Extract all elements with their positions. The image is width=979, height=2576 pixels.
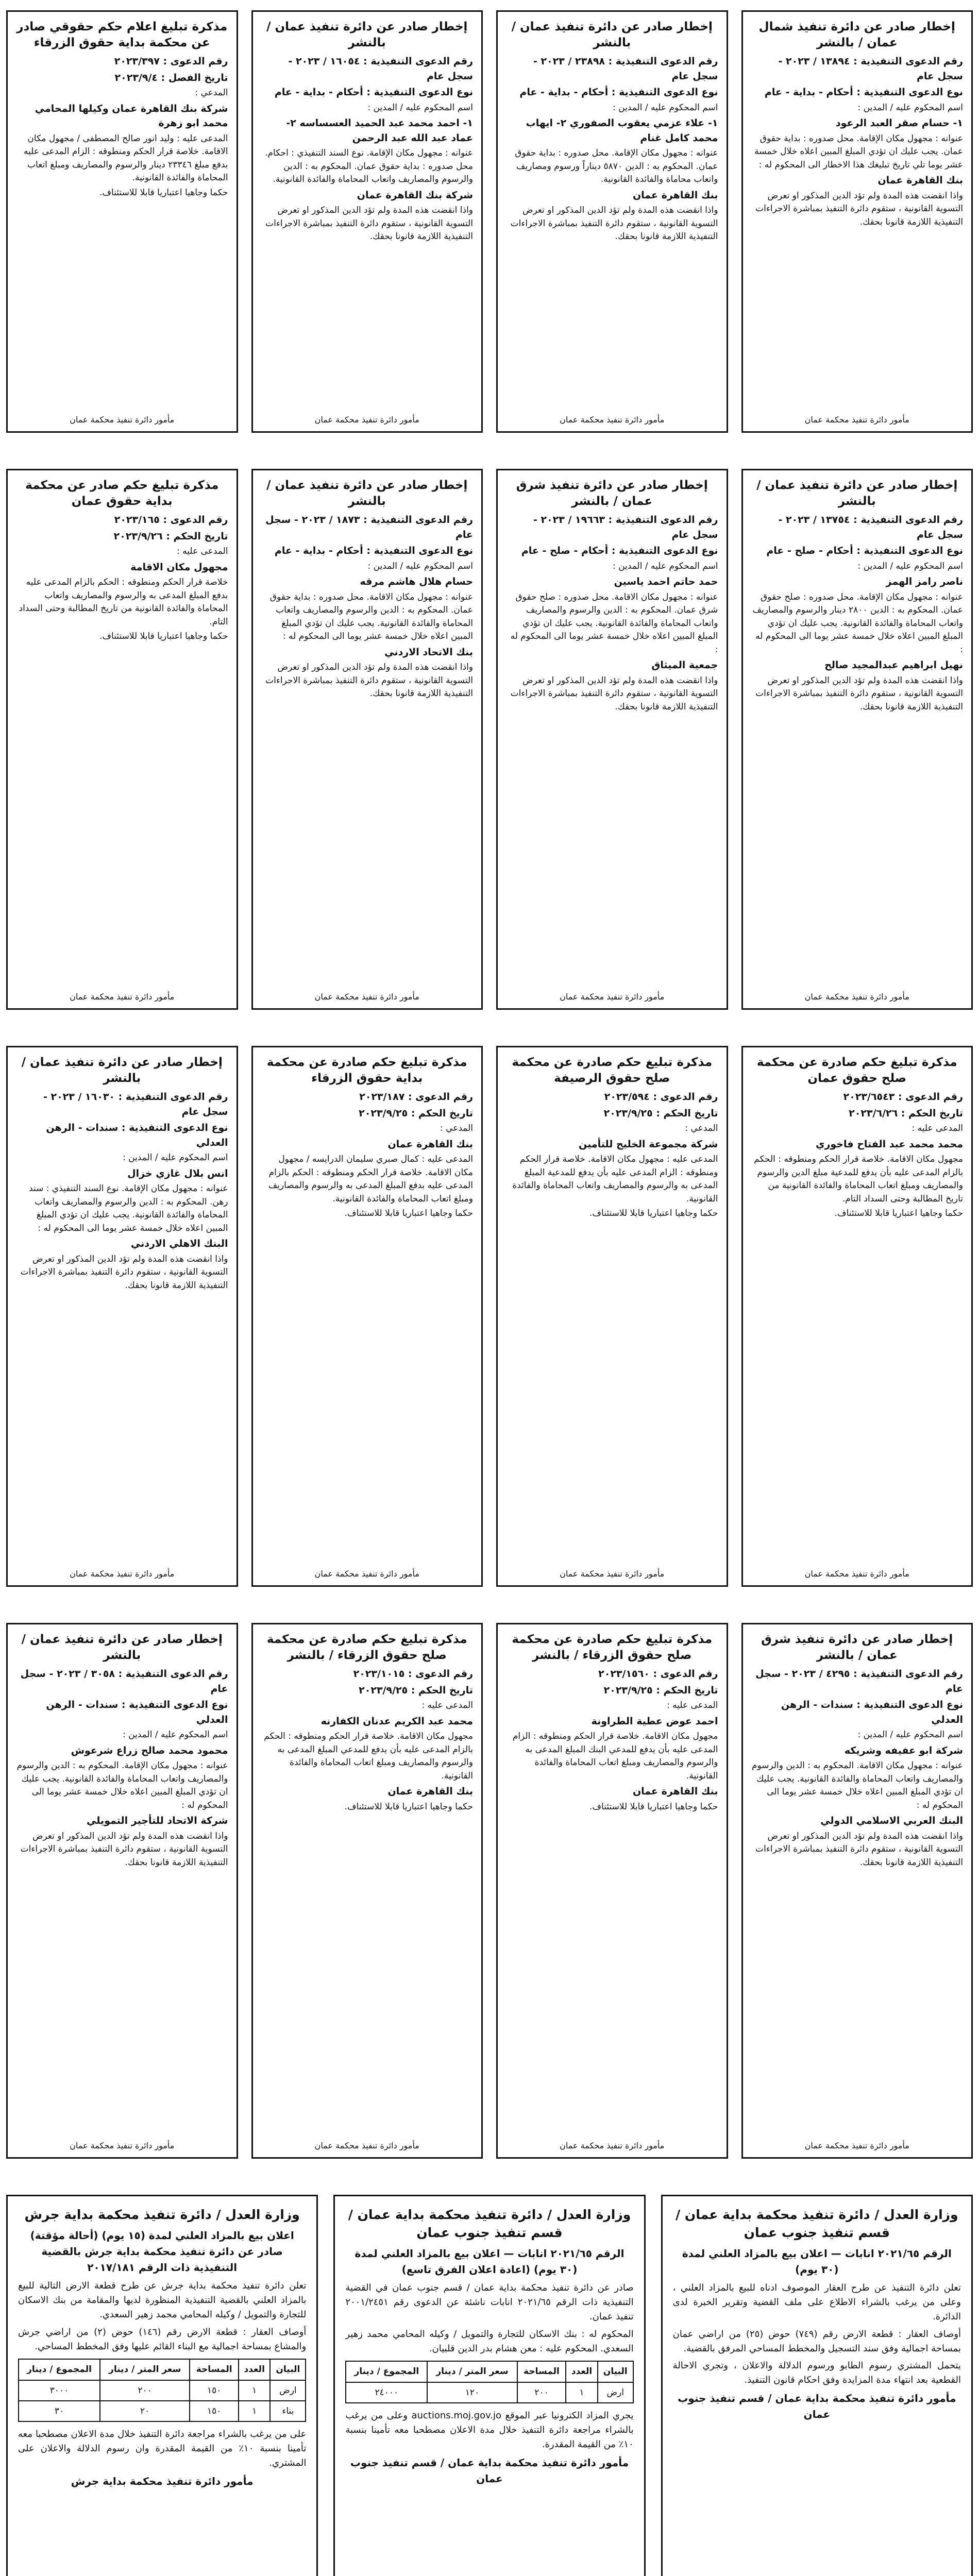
notice-body: عنوانه : مجهول مكان الإقامة. نوع السند التنفيذي : سند رهن. المحكوم به : الدين والرسوم والمصاريف واتعاب المحاماة والفائدة القانونية. يجب عليك ان تؤدي المبلغ المبين اعلاه خلال خمسة عشر يوما الى المحكوم له : — [29, 1183, 228, 1233]
auction-notice — [6, 2195, 318, 2576]
notice-signature: مأمور دائرة تنفيذ محكمة عمان — [314, 2141, 419, 2150]
notice-body: عنوانه : مجهول مكان الإقامة. المحكوم به : الدين والرسوم والمصاريف واتعاب المحاماة والفائدة القانونية. يجب عليك ان تؤدي المبلغ المبين اعلاه خلال خمسة عشر يوما الى المحكوم له : — [16, 1760, 228, 1810]
case-type: نوع الدعوى التنفيذية : أحكام - بداية - عام — [274, 545, 473, 557]
notices-row-1 — [6, 10, 973, 433]
notice-card — [6, 469, 238, 1010]
notice-title: إخطار صادر عن دائرة تنفيذ شمال عمان / بالنشر — [758, 20, 955, 50]
notice-title: إخطار صادر عن دائرة تنفيذ عمان / بالنشر — [511, 20, 713, 50]
table-cell: ٣٠ — [19, 2401, 100, 2421]
case-type: تاريخ الحكم : ٢٠٢٣/٦/٢٦ — [849, 1107, 963, 1119]
notice-signature: مأمور دائرة تنفيذ محكمة عمان — [560, 992, 665, 1002]
creditor-name: بنك الاتحاد الاردني — [384, 646, 473, 658]
table-row — [19, 2401, 306, 2421]
table-header-cell: المساحة — [517, 2361, 566, 2382]
notice-body: عنوانه : مجهول مكان الإقامة. محل صدوره : صلح حقوق عمان. المحكوم به : الدين ٢٨٠٠ دينار والرسوم والمصاريف واتعاب المحاماة والفائدة القانونية. يجب عليك ان تؤدي المبلغ المبين اعلاه خلال خمسة عشر يوما الى المحكوم له : — [752, 591, 963, 655]
case-type: نوع الدعوى التنفيذية : أحكام - بداية - عام — [519, 87, 718, 98]
debtor-label: اسم المحكوم عليه / المدين : — [123, 1730, 228, 1740]
auction-paragraph: على من يرغب بالشراء مراجعة دائرة التنفيذ خلال مدة الاعلان مصطحبا معه تأمينا بنسبة ١٠٪ من القيمة المقدرة وان رسوم الدلالة والاعلان على المشتري. — [18, 2429, 307, 2469]
case-number: رقم الدعوى : ٢٠٢٣/١٠١٥ — [353, 1668, 473, 1680]
debtor-label: المدعي : — [195, 88, 228, 98]
debtor-name: ١- علاء عزمي يعقوب الصفوري ٢- ايهاب محمد كامل غنام — [526, 117, 718, 144]
table-row — [346, 2382, 633, 2403]
case-type: تاريخ الحكم : ٢٠٢٣/٩/٢٥ — [359, 1684, 473, 1696]
case-type: نوع الدعوى التنفيذية : أحكام - بداية - عام — [274, 87, 473, 98]
creditor-name: بنك القاهرة عمان — [632, 189, 718, 201]
notice-tail: واذا انقضت هذه المدة ولم تؤد الدين المذكور او تعرض التسوية القانونية ، ستقوم دائرة التنفيذ بمباشرة الاجراءات التنفيذية اللازمة قانونا بحقك. — [510, 675, 718, 712]
debtor-label: المدعى عليه : — [176, 546, 228, 557]
notice-title: إخطار صادر عن دائرة تنفيذ شرق عمان / بالنشر — [516, 479, 708, 509]
auction-paragraph: صادر عن دائرة تنفيذ محكمة بداية عمان / قسم جنوب عمان في القضية التنفيذية ذات الرقم ٢٠٢١/٦٥ انابات ناشئة عن الدعوى رقم ٢٠٠١/٢٤٥١ تنفيذ عمان. — [345, 2282, 634, 2322]
table-header-cell: البيان — [598, 2361, 633, 2382]
notice-title: مذكرة تبليغ اعلام حكم حقوقي صادر عن محكمة بداية حقوق الزرقاء — [16, 20, 228, 50]
case-number: رقم الدعوى : ٢٠٢٣/٥٩٤ — [604, 1091, 718, 1103]
auction-notices-row — [6, 2195, 973, 2576]
notice-card — [6, 10, 238, 433]
notice-title: إخطار صادر عن دائرة تنفيذ عمان / بالنشر — [266, 479, 468, 509]
debtor-name: ١- احمد محمد عبد الحميد العسساسه ٢- عماد عبد الله عبد الرحمن — [286, 117, 473, 144]
notice-card — [496, 10, 728, 433]
case-number: رقم الدعوى التنفيذية : ١٨٧٣ / ٢٠٢٣ - سجل عام — [265, 514, 473, 540]
case-number: رقم الدعوى : ٢٠٢٣/٣٩٧ — [114, 56, 228, 67]
auction-subtitle: الرقم ٢٠٢١/٦٥ انابات — اعلان بيع بالمزاد العلني لمدة (٣٠ يوم) (اعادة اعلان الفرق تاسع) — [355, 2247, 624, 2276]
table-cell: ارض — [598, 2382, 633, 2403]
table-header-cell: المجموع / دينار — [346, 2361, 427, 2382]
auction-paragraph: أوصاف العقار : قطعة الارض رقم (١٤٦) حوض (٢) من اراضي جرش والمشاع بمساحة اجمالية مع البناء القائم عليها وفق المخطط المساحي. — [18, 2326, 307, 2352]
debtor-name: محمد عبد الكريم عدنان الكفارنه — [320, 1715, 473, 1727]
valuation-table — [345, 2361, 633, 2403]
notice-body: مجهول مكان الاقامة. خلاصة قرار الحكم ومنطوقه : الزام المدعى عليه بأن يدفع للمدعي البنك المبلغ المدعى به والرسوم والمصاريف ومبلغ اتعاب المحاماة والفائدة القانونية. — [512, 1731, 718, 1781]
notice-tail: حكما وجاهيا اعتباريا قابلا للاستئناف. — [589, 1208, 718, 1219]
case-type: تاريخ الفصل : ٢٠٢٣/٩/٤ — [114, 72, 228, 83]
notice-body: المدعى عليه : مجهول مكان الاقامة. خلاصة قرار الحكم ومنطوقه : الزام المدعى عليه بأن يدفع للمدعية المبلغ المدعى به والرسوم والمصاريف واتعاب المحاماة والفائدة القانونية. — [512, 1154, 718, 1204]
case-number: رقم الدعوى : ٢٠٢٣/٦٥٤٣ — [843, 1091, 963, 1103]
notice-body: المدعى عليه : كمال صبري سليمان الدرايسه / مجهول مكان الاقامة. خلاصة قرار الحكم ومنطوقه : الحكم بالزام المدعى عليه بدفع المبلغ المدعى به والرسوم والمصاريف ومبلغ اتعاب المحاماة والفائدة القانونية. — [268, 1154, 473, 1204]
table-cell: ارض — [270, 2380, 306, 2401]
notice-tail: حكما وجاهيا اعتباريا قابلا للاستئناف. — [99, 631, 228, 642]
notice-title: إخطار صادر عن دائرة تنفيذ شرق عمان / بالنشر — [761, 1633, 953, 1663]
notice-title: مذكرة تبليغ حكم صادرة عن محكمة صلح حقوق الزرقاء / بالنشر — [266, 1633, 467, 1663]
debtor-name: محمد محمد عبد الفتاح فاخوري — [816, 1138, 963, 1150]
case-number: رقم الدعوى التنفيذية : ١٣٨٩٤ / ٢٠٢٣ - سجل عام — [778, 56, 963, 82]
debtor-name: ١- حسام صقر العبد الرعود — [835, 117, 963, 129]
notice-title: إخطار صادر عن دائرة تنفيذ عمان / بالنشر — [21, 1633, 223, 1663]
case-type: نوع الدعوى التنفيذية : أحكام - صلح - عام — [766, 545, 963, 557]
notice-title: مذكرة تبليغ حكم صادرة عن محكمة بداية حقوق الزرقاء — [266, 1056, 467, 1086]
creditor-name: البنك الاهلي الاردني — [130, 1238, 228, 1250]
creditor-name: شركة الاتحاد للتأجير التمويلي — [86, 1815, 228, 1827]
notice-body: عنوانه : مجهول مكان الاقامة. محل صدوره : بداية حقوق عمان. المحكوم به : الدين والرسوم والمصاريف واتعاب المحاماة والفائدة القانونية. يجب عليك ان تؤدي المبلغ المبين اعلاه خلال خمسة عشر يوما الى المحكوم له : — [269, 591, 473, 642]
case-number: رقم الدعوى : ٢٠٢٣/١٥٦٠ — [598, 1668, 718, 1680]
table-cell: ١ — [239, 2401, 270, 2421]
creditor-name: نهيل ابراهيم عبدالمجيد صالح — [824, 659, 963, 671]
auction-title: وزارة العدل / دائرة تنفيذ محكمة بداية عمان / قسم تنفيذ جنوب عمان — [348, 2207, 631, 2240]
case-number: رقم الدعوى : ٢٠٢٣/١٨٧ — [359, 1091, 473, 1103]
table-header-cell: البيان — [270, 2359, 306, 2380]
table-header-cell: المساحة — [190, 2359, 239, 2380]
auction-title: وزارة العدل / دائرة تنفيذ محكمة بداية عمان / قسم تنفيذ جنوب عمان — [676, 2207, 958, 2240]
notice-tail: حكما وجاهيا اعتباريا قابلا للاستئناف. — [834, 1208, 963, 1219]
notice-tail: واذا انقضت هذه المدة ولم تؤد الدين المذكور او تعرض التسوية القانونية ، ستقوم دائرة التنفيذ بمباشرة الاجراءات التنفيذية اللازمة قانونا بحقك. — [510, 205, 718, 242]
table-row — [19, 2380, 306, 2401]
notice-card — [496, 469, 728, 1010]
notice-card — [251, 10, 483, 433]
auction-signature: مأمور دائرة تنفيذ محكمة بداية عمان / قسم تنفيذ جنوب عمان — [350, 2456, 629, 2485]
notice-tail: واذا انقضت هذه المدة ولم تؤد الدين المذكور او تعرض التسوية القانونية ، ستقوم دائرة التنفيذ بمباشرة الاجراءات التنفيذية اللازمة قانونا بحقك. — [265, 662, 473, 699]
auction-subtitle: اعلان بيع بالمزاد العلني لمدة (١٥ يوم) (أحالة مؤقتة) صادر عن دائرة تنفيذ محكمة بداية جرش بالقضية التنفيذية ذات الرقم ٢٠١٧/١٨١ — [30, 2229, 294, 2274]
auction-paragraph: تعلن دائرة تنفيذ محكمة بداية جرش عن طرح قطعة الارض التالية للبيع بالمزاد العلني بالقضية التنفيذية المنظورة لديها والمقامة من بنك الاسكان للتجارة والتمويل / وكيله المحامي محمد زهير السعدي. — [18, 2280, 307, 2320]
debtor-name: احمد عوض عطية الطراونة — [591, 1715, 718, 1727]
table-cell: ١٢٠ — [427, 2382, 517, 2403]
notice-signature: مأمور دائرة تنفيذ محكمة عمان — [70, 992, 175, 1002]
case-number: رقم الدعوى التنفيذية : ١٦٠٣٠ / ٢٠٢٣ - سجل عام — [43, 1091, 228, 1117]
table-header-row — [346, 2361, 633, 2382]
case-type: تاريخ الحكم : ٢٠٢٣/٩/٢٥ — [359, 1107, 473, 1119]
notice-card — [251, 1623, 483, 2159]
notice-title: مذكرة تبليغ حكم صادرة عن محكمة صلح حقوق الرصيفة — [512, 1056, 713, 1086]
notice-card — [251, 1046, 483, 1587]
notice-title: إخطار صادر عن دائرة تنفيذ عمان / بالنشر — [756, 479, 958, 509]
notice-card — [741, 469, 973, 1010]
notice-body: عنوانه : مجهول مكان الإقامة. نوع السند التنفيذي : احكام. محل صدوره : بداية حقوق عمان. المحكوم به : الدين والرسوم والمصاريف واتعاب المحاماة والفائدة القانونية. — [265, 148, 473, 185]
case-number: رقم الدعوى التنفيذية : ١٣٧٥٤ / ٢٠٢٣ - سجل عام — [778, 514, 963, 540]
debtor-label: اسم المحكوم عليه / المدين : — [857, 1730, 963, 1740]
case-number: رقم الدعوى التنفيذية : ١٦٠٥٤ / ٢٠٢٣ - سجل عام — [288, 56, 473, 82]
notice-tail: واذا انقضت هذه المدة ولم تؤد الدين المذكور او تعرض التسوية القانونية ، ستقوم دائرة التنفيذ بمباشرة الاجراءات التنفيذية اللازمة قانونا بحقك. — [755, 1831, 963, 1868]
table-header-cell: سعر المتر / دينار — [427, 2361, 517, 2382]
case-number: رقم الدعوى التنفيذية : ١٩٦٦٣ / ٢٠٢٣ - سجل عام — [533, 514, 718, 540]
case-type: تاريخ الحكم : ٢٠٢٣/٩/٢٥ — [603, 1107, 718, 1119]
notice-signature: مأمور دائرة تنفيذ محكمة عمان — [70, 415, 175, 425]
notice-card — [741, 10, 973, 433]
case-type: نوع الدعوى التنفيذية : سندات - الرهن العدلي — [781, 1699, 963, 1725]
debtor-label: اسم المحكوم عليه / المدين : — [367, 561, 473, 571]
table-cell: ١٥٠ — [190, 2401, 239, 2421]
auction-signature: مأمور دائرة تنفيذ محكمة بداية جرش — [71, 2475, 254, 2488]
notice-tail: حكما وجاهيا اعتباريا قابلا للاستئناف. — [589, 1801, 718, 1812]
notice-signature: مأمور دائرة تنفيذ محكمة عمان — [560, 415, 665, 425]
table-header-cell: العدد — [239, 2359, 270, 2380]
notice-card — [251, 469, 483, 1010]
debtor-name: ناصر رامز الهمز — [886, 576, 963, 588]
auction-subtitle: الرقم ٢٠٢١/٦٥ انابات — اعلان بيع بالمزاد العلني لمدة (٣٠ يوم) — [682, 2247, 952, 2276]
notice-body: عنوانه : مجهول مكان الاقامة. محل صدوره : صلح حقوق شرق عمان. المحكوم به : الدين والرسوم والمصاريف واتعاب المحاماة والفائدة القانونية. يجب عليك ان تؤدي المبلغ المبين اعلاه خلال خمسة عشر يوما الى المحكوم له : — [510, 591, 718, 655]
notice-title: إخطار صادر عن دائرة تنفيذ عمان / بالنشر — [266, 20, 468, 50]
notice-title: مذكرة تبليغ حكم صادر عن محكمة بداية حقوق عمان — [25, 479, 219, 509]
notice-signature: مأمور دائرة تنفيذ محكمة عمان — [804, 992, 909, 1002]
debtor-label: المدعى عليه : — [666, 1700, 718, 1711]
notice-signature: مأمور دائرة تنفيذ محكمة عمان — [314, 1569, 419, 1579]
notice-card — [6, 1046, 238, 1587]
notice-body: عنوانه : مجهول مكان الإقامة. محل صدوره : بداية حقوق عمان. يجب عليك ان تؤدي المبلغ المبين اعلاه خلال خمسة عشر يوما تلي تاريخ تبليغك هذا الاخطار الى المحكوم له : — [754, 133, 963, 170]
notice-signature: مأمور دائرة تنفيذ محكمة عمان — [804, 1569, 909, 1579]
case-number: رقم الدعوى : ٢٠٢٣/١٦٥ — [114, 514, 228, 526]
debtor-name: حمد حاتم احمد ياسين — [614, 576, 718, 588]
notices-row-4 — [6, 1623, 973, 2159]
auction-paragraph: تعلن دائرة التنفيذ عن طرح العقار الموصوف ادناه للبيع بالمزاد العلني ، وعلى من يرغب بالشراء الاطلاع على ملف القضية وتقرير الخبرة لدى الدائرة. — [672, 2282, 961, 2322]
debtor-label: اسم المحكوم عليه / المدين : — [367, 102, 473, 113]
auction-notice — [661, 2195, 973, 2576]
notice-tail: حكما وجاهيا اعتباريا قابلا للاستئناف. — [344, 1801, 473, 1812]
notice-tail: واذا انقضت هذه المدة ولم تؤد الدين المذكور او تعرض التسوية القانونية ، ستقوم دائرة التنفيذ بمباشرة الاجراءات التنفيذية اللازمة قانونا بحقك. — [755, 675, 963, 712]
notice-tail: حكما وجاهيا اعتباريا قابلا للاستئناف. — [344, 1208, 473, 1219]
debtor-name: شركة مجموعة الخليج للتأمين — [579, 1138, 718, 1150]
debtor-label: اسم المحكوم عليه / المدين : — [613, 561, 718, 571]
table-header-cell: سعر المتر / دينار — [100, 2359, 190, 2380]
valuation-table — [18, 2359, 306, 2422]
case-type: تاريخ الحكم : ٢٠٢٣/٩/٢٦ — [113, 530, 228, 542]
debtor-name: محمود محمد صالح زراع شرعوش — [71, 1744, 228, 1756]
case-number: رقم الدعوى التنفيذية : ٢٣٨٩٨ / ٢٠٢٣ - سجل عام — [533, 56, 718, 82]
debtor-label: المدعي : — [685, 1123, 718, 1134]
case-number: رقم الدعوى التنفيذية : ٣٠٥٨ / ٢٠٢٣ - سجل عام — [20, 1668, 228, 1694]
table-cell: ٢٠ — [100, 2401, 190, 2421]
notice-signature: مأمور دائرة تنفيذ محكمة عمان — [314, 415, 419, 425]
notice-body: خلاصة قرار الحكم ومنطوقه : الحكم بالزام المدعى عليه بدفع المبلغ المدعى به والرسوم والمصاريف واتعاب المحاماة والفائدة القانونية من تاريخ المطالبة وحتى السداد التام. — [19, 577, 228, 627]
debtor-label: المدعي : — [440, 1123, 473, 1134]
notice-title: مذكرة تبليغ حكم صادرة عن محكمة صلح حقوق عمان — [756, 1056, 957, 1086]
debtor-label: اسم المحكوم عليه / المدين : — [123, 1153, 228, 1163]
debtor-label: اسم المحكوم عليه / المدين : — [857, 102, 963, 113]
creditor-name: البنك العربي الاسلامي الدولي — [820, 1815, 963, 1827]
table-cell: ١ — [566, 2382, 597, 2403]
notice-signature: مأمور دائرة تنفيذ محكمة عمان — [804, 415, 909, 425]
table-cell: ٢٠٠ — [100, 2380, 190, 2401]
auction-notice — [333, 2195, 645, 2576]
notice-signature: مأمور دائرة تنفيذ محكمة عمان — [314, 992, 419, 1002]
creditor-name: جمعية الميثاق — [651, 659, 718, 671]
notice-tail: واذا انقضت هذه المدة ولم تؤد الدين المذكور او تعرض التسوية القانونية ، ستقوم دائرة التنفيذ بمباشرة الاجراءات التنفيذية اللازمة قانونا بحقك. — [20, 1831, 228, 1868]
notice-card — [496, 1623, 728, 2159]
auction-title: وزارة العدل / دائرة تنفيذ محكمة بداية جرش — [24, 2207, 300, 2222]
notice-body: المدعى عليه : وليد انور صالح المصطفى / مجهول مكان الاقامة. خلاصة قرار الحكم ومنطوقه : الزام المدعى عليه بدفع مبلغ ٢٣٣٤٦ دينار والرسوم والمصاريف ومبلغ اتعاب المحاماة والفائدة القانونية. — [24, 133, 228, 183]
table-cell: بناء — [270, 2401, 306, 2421]
notices-row-2 — [6, 469, 973, 1010]
notice-tail: واذا انقضت هذه المدة ولم تؤد الدين المذكور او تعرض التسوية القانونية ، ستقوم دائرة التنفيذ بمباشرة الاجراءات التنفيذية اللازمة قانونا بحقك. — [265, 205, 473, 242]
notice-signature: مأمور دائرة تنفيذ محكمة عمان — [804, 2141, 909, 2150]
creditor-name: بنك القاهرة عمان — [387, 1786, 473, 1798]
notice-tail: حكما وجاهيا اعتباريا قابلا للاستئناف. — [99, 187, 228, 198]
creditor-name: بنك القاهرة عمان — [877, 175, 963, 187]
table-header-cell: العدد — [566, 2361, 597, 2382]
notice-body: مجهول مكان الاقامة. خلاصة قرار الحكم ومنطوقه : الحكم بالزام المدعى عليه بأن يدفع للمدعي المبلغ المدعى به والرسوم والمصاريف ومبلغ اتعاب المحاماة والفائدة القانونية. — [264, 1731, 473, 1781]
notice-title: مذكرة تبليغ حكم صادرة عن محكمة صلح حقوق الزرقاء / بالنشر — [512, 1633, 713, 1663]
case-type: نوع الدعوى التنفيذية : أحكام - صلح - عام — [521, 545, 718, 557]
auction-paragraph: المحكوم له : بنك الاسكان للتجارة والتمويل / وكيله المحامي محمد زهير السعدي. المحكوم عليه : معن هشام بدر الدين قلبيان. — [345, 2328, 634, 2354]
creditor-name: بنك القاهرة عمان — [632, 1786, 718, 1798]
notice-signature: مأمور دائرة تنفيذ محكمة عمان — [560, 1569, 665, 1579]
debtor-name: شركة بنك القاهرة عمان وكيلها المحامي محمد ابو زهرة — [35, 103, 228, 129]
notices-row-3 — [6, 1046, 973, 1587]
debtor-name: حسام هلال هاشم مرقه — [360, 576, 473, 588]
creditor-name: شركة بنك القاهرة عمان — [357, 189, 473, 201]
auction-paragraph: يجري المزاد الكترونيا عبر الموقع auctions.moj.gov.jo وعلى من يرغب بالشراء مراجعة دائرة التنفيذ خلال مدة الاعلان مصطحبا معه تأمينا بنسبة ١٠٪ من القيمة المقدرة. — [345, 2410, 634, 2450]
debtor-label: اسم المحكوم عليه / المدين : — [857, 561, 963, 571]
debtor-name: انس بلال غازي خزال — [127, 1167, 228, 1179]
case-number: رقم الدعوى التنفيذية : ٤٢٩٥ / ٢٠٢٣ - سجل عام — [755, 1668, 963, 1694]
notice-card — [496, 1046, 728, 1587]
case-type: نوع الدعوى التنفيذية : سندات - الرهن العدلي — [46, 1699, 228, 1725]
table-header-row — [19, 2359, 306, 2380]
notice-signature: مأمور دائرة تنفيذ محكمة عمان — [560, 2141, 665, 2150]
table-header-cell: المجموع / دينار — [19, 2359, 100, 2380]
table-cell: ١ — [239, 2380, 270, 2401]
table-cell: ١٥٠ — [190, 2380, 239, 2401]
debtor-label: المدعى عليه : — [421, 1700, 473, 1711]
case-type: نوع الدعوى التنفيذية : أحكام - بداية - عام — [764, 87, 963, 98]
notice-body: عنوانه : مجهول مكان الإقامة. محل صدوره : بداية حقوق عمان. المحكوم به : الدين ٥٨٧٠ ديناراً ورسوم ومصاريف واتعاب محاماة والفائدة القانونية. — [515, 148, 718, 185]
debtor-label: المدعى عليه : — [912, 1123, 963, 1134]
debtor-name: مجهول مكان الاقامة — [130, 561, 228, 573]
notice-card — [741, 1623, 973, 2159]
case-type: تاريخ الحكم : ٢٠٢٣/٩/٢٥ — [603, 1684, 718, 1696]
notice-tail: واذا انقضت هذه المدة ولم تؤد الدين المذكور او تعرض التسوية القانونية ، ستقوم دائرة التنفيذ بمباشرة الاجراءات التنفيذية اللازمة قانونا بحقك. — [20, 1253, 228, 1291]
debtor-name: شركة ابو عفيفه وشريكه — [844, 1744, 963, 1756]
notice-signature: مأمور دائرة تنفيذ محكمة عمان — [70, 2141, 175, 2150]
notice-title: إخطار صادر عن دائرة تنفيذ عمان / بالنشر — [21, 1056, 223, 1086]
auction-paragraph: أوصاف العقار : قطعة الارض رقم (٧٤٩) حوض (٢٥) من اراضي عمان بمساحة اجمالية وفق سند التسجيل والمخطط المساحي المرفق بالقضية. — [672, 2328, 961, 2354]
notice-signature: مأمور دائرة تنفيذ محكمة عمان — [70, 1569, 175, 1579]
notice-body: عنوانه : مجهول مكان الاقامة. المحكوم به : الدين والرسوم والمصاريف واتعاب المحاماة والفائدة القانونية. يجب عليك ان تؤدي المبلغ المبين اعلاه خلال خمسة عشر يوما الى المحكوم له : — [751, 1760, 963, 1810]
case-type: نوع الدعوى التنفيذية : سندات - الرهن العدلي — [46, 1122, 228, 1148]
notice-card — [741, 1046, 973, 1587]
notice-body: مجهول مكان الاقامة. خلاصة قرار الحكم ومنطوقه : الحكم بالزام المدعى عليه بأن يدفع للمدعية مبلغ الدين والرسوم والمصاريف ومبلغ اتعاب المحاماة والفائدة القانونية من تاريخ المطالبة وحتى السداد التام. — [754, 1154, 963, 1204]
table-cell: ٣٠٠٠ — [19, 2380, 100, 2401]
debtor-label: اسم المحكوم عليه / المدين : — [613, 102, 718, 113]
debtor-name: بنك القاهرة عمان — [387, 1138, 473, 1150]
notice-tail: واذا انقضت هذه المدة ولم تؤد الدين المذكور او تعرض التسوية القانونية ، ستقوم دائرة التنفيذ بمباشرة الاجراءات التنفيذية اللازمة قانونا بحقك. — [755, 190, 963, 227]
auction-signature: مأمور دائرة تنفيذ محكمة بداية عمان / قسم تنفيذ جنوب عمان — [678, 2392, 956, 2421]
auction-paragraph: يتحمل المشتري رسوم الطابو ورسوم الدلالة والاعلان ، وتجري الاحالة القطعية بعد انتهاء مدة المزايدة وفق احكام قانون التنفيذ. — [672, 2360, 961, 2386]
table-cell: ٢٠٠ — [517, 2382, 566, 2403]
notice-card — [6, 1623, 238, 2159]
table-cell: ٢٤٠٠٠ — [346, 2382, 427, 2403]
